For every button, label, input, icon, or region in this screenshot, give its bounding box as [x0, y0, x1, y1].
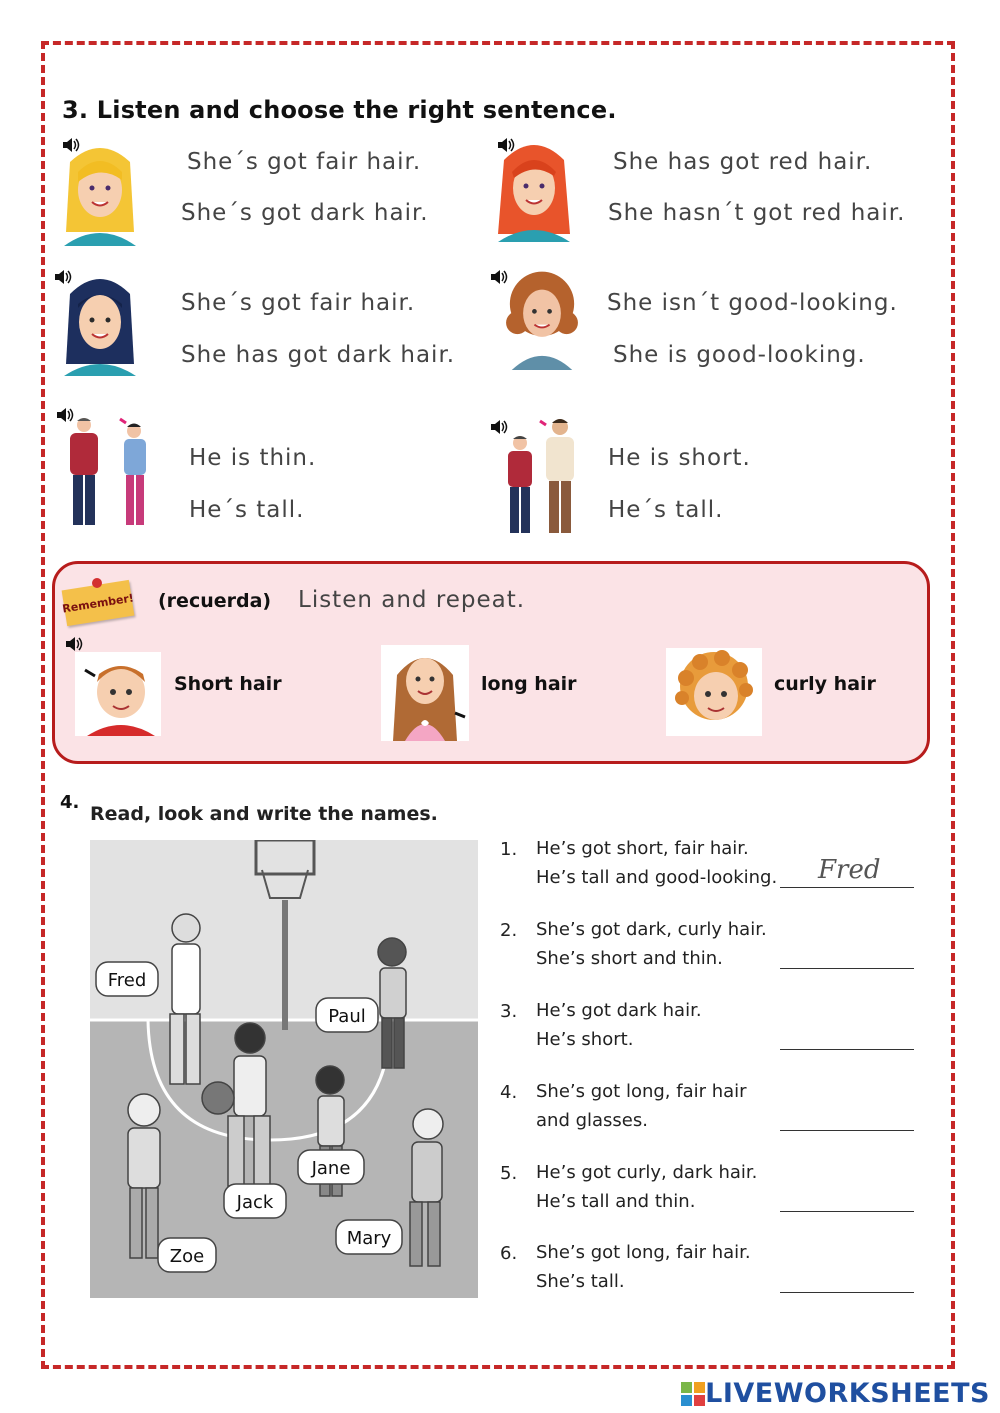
exercise-4-title: Read, look and write the names.: [90, 803, 438, 825]
question-number: 4.: [500, 1082, 518, 1103]
question-text: She’s got long, fair hair and glasses.: [536, 1081, 747, 1131]
logo-icon: [681, 1382, 705, 1406]
dark-haired-girl-image: [60, 272, 140, 376]
answer-line[interactable]: [780, 1210, 914, 1212]
speaker-icon[interactable]: [65, 637, 83, 651]
sentence-option[interactable]: He´s tall.: [189, 497, 305, 523]
basketball-scene-image: [90, 840, 478, 1298]
liveworksheets-logo[interactable]: [681, 1378, 990, 1409]
sentence-option[interactable]: He is thin.: [189, 445, 317, 471]
sentence-option[interactable]: She hasn´t got red hair.: [608, 200, 906, 226]
sentence-option[interactable]: She´s got fair hair.: [181, 290, 416, 316]
listen-repeat-instruction: Listen and repeat.: [298, 587, 526, 613]
answer-line[interactable]: [780, 1048, 914, 1050]
short-hair-label: Short hair: [174, 673, 282, 695]
two-men-thin-image: [58, 415, 158, 535]
question-number: 6.: [500, 1243, 518, 1264]
curly-hair-child-image: [666, 648, 762, 736]
scene-name-label: Paul: [328, 1006, 366, 1027]
question-text: She’s got long, fair hair. She’s tall.: [536, 1242, 751, 1292]
short-hair-boy-image: [75, 652, 161, 736]
question-number: 2.: [500, 920, 518, 941]
sentence-option[interactable]: He is short.: [608, 445, 751, 471]
question-text: He’s got short, fair hair. He’s tall and good-looking.: [536, 838, 778, 888]
long-hair-girl-image: [381, 645, 469, 741]
sentence-option[interactable]: He´s tall.: [608, 497, 724, 523]
scene-name-label: Mary: [346, 1228, 392, 1249]
redhead-girl-image: [494, 138, 574, 242]
scene-name-label: Fred: [107, 970, 147, 991]
sentence-option[interactable]: She´s got dark hair.: [181, 200, 429, 226]
question-number: 3.: [500, 1001, 518, 1022]
exercise-4-number: 4.: [60, 792, 80, 813]
answer-line[interactable]: [780, 1291, 914, 1293]
remember-sticky-note: Remember!: [62, 580, 135, 626]
sentence-option[interactable]: She´s got fair hair.: [187, 149, 422, 175]
answer-input[interactable]: Fred: [818, 855, 881, 885]
exercise-3-title: 3. Listen and choose the right sentence.: [62, 96, 617, 124]
blonde-girl-image: [60, 142, 140, 246]
pin-icon: [92, 578, 102, 588]
two-men-tall-image: [500, 415, 584, 537]
scene-name-label: Zoe: [169, 1246, 205, 1267]
question-text: He’s got dark hair. He’s short.: [536, 1000, 702, 1050]
question-text: He’s got curly, dark hair. He’s tall and thin.: [536, 1162, 758, 1212]
brand-text: LIVEWORKSHEETS: [705, 1378, 990, 1409]
scene-name-label: Jane: [311, 1158, 351, 1179]
sentence-option[interactable]: She isn´t good-looking.: [607, 290, 898, 316]
answer-line[interactable]: [780, 967, 914, 969]
question-number: 1.: [500, 839, 518, 860]
recuerda-label: (recuerda): [158, 590, 272, 612]
sentence-option[interactable]: She has got dark hair.: [181, 342, 456, 368]
long-hair-label: long hair: [481, 673, 577, 695]
curly-haired-woman-image: [502, 266, 582, 370]
scene-name-label: Jack: [236, 1192, 274, 1213]
curly-hair-label: curly hair: [774, 673, 876, 695]
answer-line[interactable]: [780, 886, 914, 888]
question-number: 5.: [500, 1163, 518, 1184]
question-text: She’s got dark, curly hair. She’s short and thin.: [536, 919, 767, 969]
answer-line[interactable]: [780, 1129, 914, 1131]
sentence-option[interactable]: She has got red hair.: [613, 149, 873, 175]
sentence-option[interactable]: She is good-looking.: [613, 342, 866, 368]
